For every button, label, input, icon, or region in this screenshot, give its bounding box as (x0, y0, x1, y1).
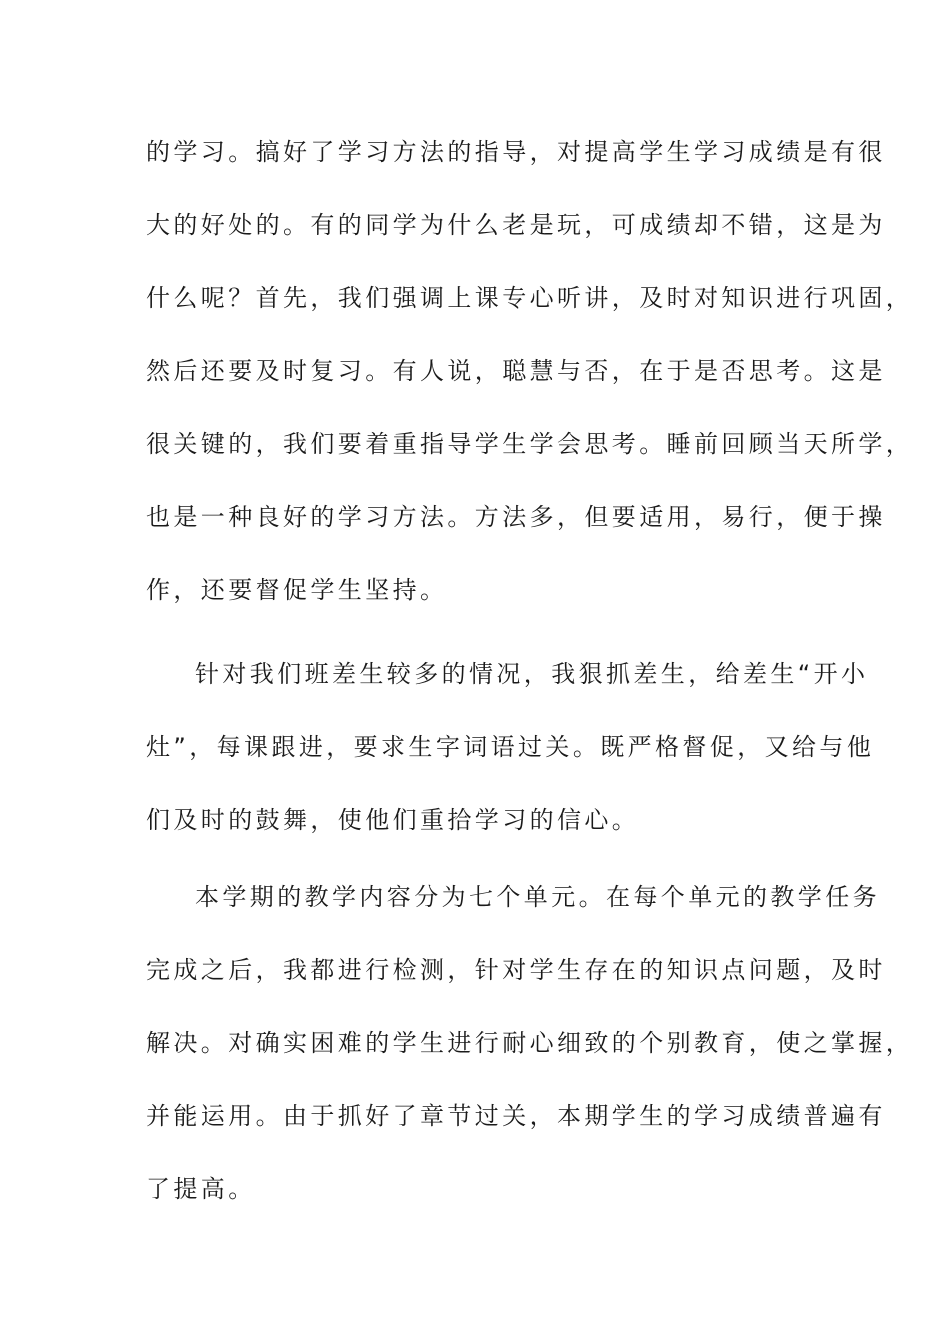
text-line: 并能运用。由于抓好了章节过关，本期学生的学习成绩普遍有 (146, 1102, 886, 1130)
text-line: 灶”，每课跟进，要求生字词语过关。既严格督促，又给与他 (146, 733, 875, 761)
text-line: 了提高。 (146, 1175, 256, 1203)
text-line: 作，还要督促学生坚持。 (146, 576, 448, 604)
text-line: 什么呢？首先，我们强调上课专心听讲，及时对知识进行巩固， (146, 284, 914, 312)
text-line: 完成之后，我都进行检测，针对学生存在的知识点问题，及时 (146, 956, 886, 984)
text-line: 们及时的鼓舞，使他们重拾学习的信心。 (146, 806, 640, 834)
text-line: 大的好处的。有的同学为什么老是玩，可成绩却不错，这是为 (146, 211, 886, 239)
text-line: 然后还要及时复习。有人说，聪慧与否，在于是否思考。这是 (146, 357, 886, 385)
text-line: 也是一种良好的学习方法。方法多，但要适用，易行，便于操 (146, 503, 886, 531)
text-line: 很关键的，我们要着重指导学生学会思考。睡前回顾当天所学， (146, 430, 914, 458)
text-line: 本学期的教学内容分为七个单元。在每个单元的教学任务 (195, 883, 880, 911)
text-line: 的学习。搞好了学习方法的指导，对提高学生学习成绩是有很 (146, 138, 886, 166)
text-line: 解决。对确实困难的学生进行耐心细致的个别教育，使之掌握， (146, 1029, 914, 1057)
text-line: 针对我们班差生较多的情况，我狠抓差生，给差生“开小 (195, 660, 869, 688)
